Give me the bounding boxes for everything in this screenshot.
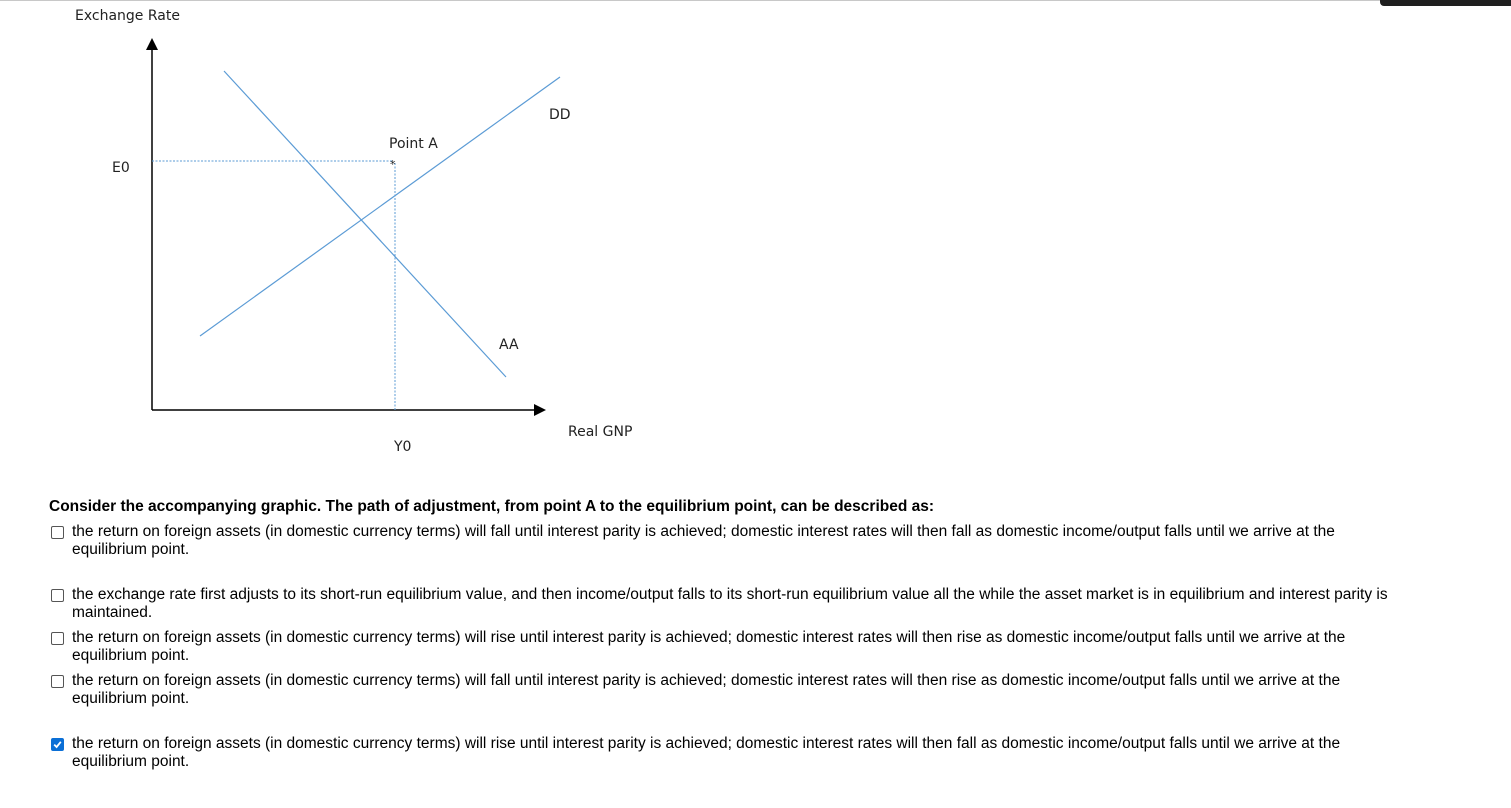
checkbox[interactable] xyxy=(51,738,64,751)
answer-option[interactable] xyxy=(49,586,1399,622)
aa-dd-graph xyxy=(0,0,700,470)
y0-label: Y0 xyxy=(394,439,412,455)
dd-label: DD xyxy=(549,107,571,123)
top-right-bar xyxy=(1380,0,1511,6)
option-label: the return on foreign assets (in domestic currency terms) will rise until interest parity is achieved; domestic interest rates will then fall as domestic income/output falls until we arrive at the equilibrium point. xyxy=(72,735,1341,770)
option-label: the exchange rate first adjusts to its short-run equilibrium value, and then income/output falls to its short-run equilibrium value all the while the asset market is in equilibrium and interest parity is maintained. xyxy=(72,586,1388,621)
dd-curve xyxy=(200,77,560,336)
option-label: the return on foreign assets (in domestic currency terms) will rise until interest parity is achieved; domestic interest rates will then rise as domestic income/output falls until we arrive at the equilibrium point. xyxy=(72,629,1346,664)
answer-option[interactable] xyxy=(49,735,1399,771)
aa-label: AA xyxy=(499,337,519,353)
checkbox[interactable] xyxy=(51,589,64,602)
option-label: the return on foreign assets (in domestic currency terms) will fall until interest parity is achieved; domestic interest rates will then fall as domestic income/output falls until we arrive at the equilibrium point. xyxy=(72,523,1335,558)
answer-option[interactable] xyxy=(49,672,1399,708)
aa-curve xyxy=(224,71,506,377)
checkbox[interactable] xyxy=(51,632,64,645)
checkbox[interactable] xyxy=(51,675,64,688)
checkmark-icon xyxy=(53,740,62,749)
checkbox[interactable] xyxy=(51,526,64,539)
point-a-marker: * xyxy=(390,158,396,171)
answer-option[interactable] xyxy=(49,523,1399,559)
e0-label: E0 xyxy=(112,160,130,176)
y-axis-label: Exchange Rate xyxy=(75,8,180,24)
point-a-label: Point A xyxy=(389,136,438,152)
question-text: Consider the accompanying graphic. The path of adjustment, from point A to the equilibrium point, can be described as: xyxy=(49,498,935,515)
option-label: the return on foreign assets (in domestic currency terms) will fall until interest parity is achieved; domestic interest rates will then rise as domestic income/output falls until we arrive at the equilibrium point. xyxy=(72,672,1341,707)
x-axis-label: Real GNP xyxy=(568,424,633,440)
answer-option[interactable] xyxy=(49,629,1399,665)
